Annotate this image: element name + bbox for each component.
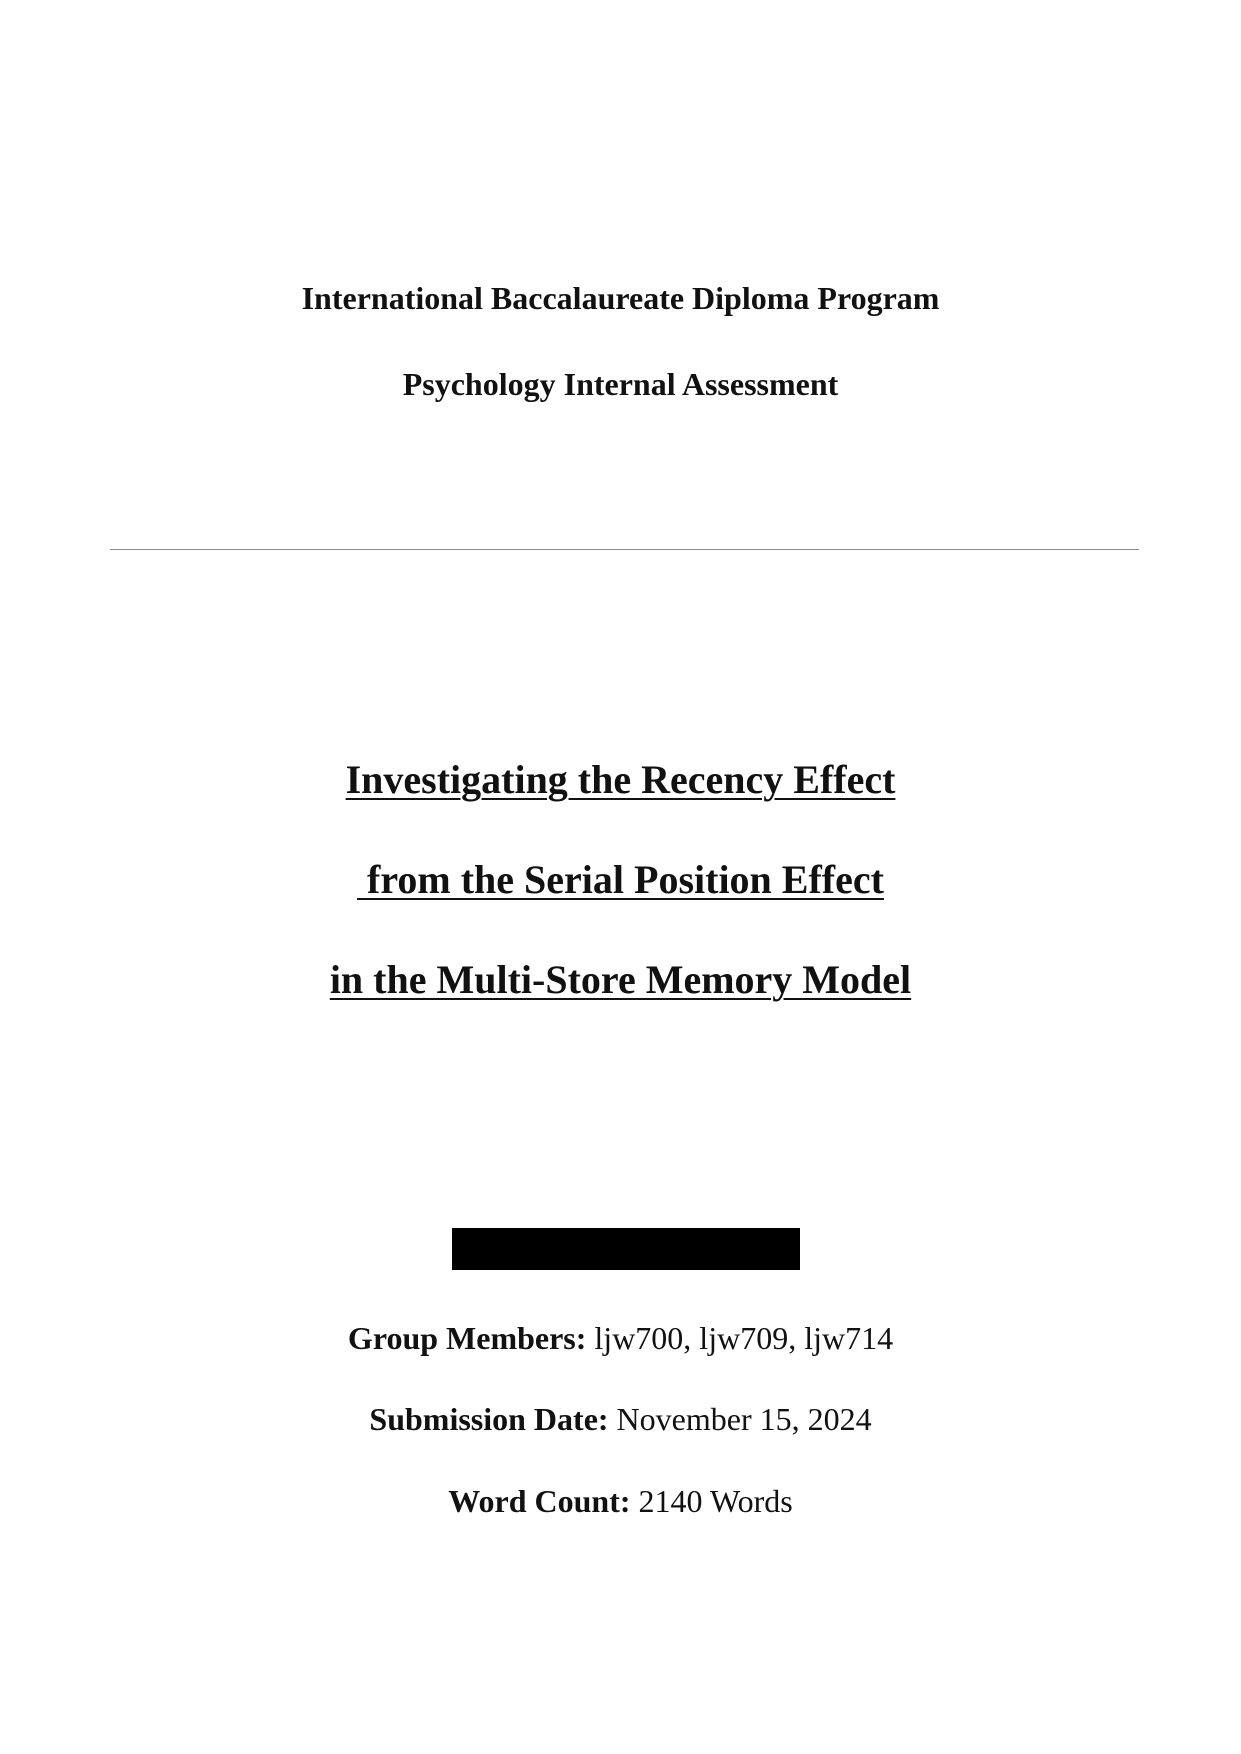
document-title-line-2 (0, 856, 1241, 904)
document-title-line-1 (0, 756, 1241, 804)
word-count-value: 2140 Words (630, 1483, 793, 1519)
word-count-label: Word Count: (448, 1483, 631, 1519)
title-line-2-text: from the Serial Position Effect (357, 857, 884, 902)
assessment-title: Psychology Internal Assessment (402, 366, 839, 402)
submission-date-value: November 15, 2024 (608, 1401, 872, 1437)
submission-date-line (0, 1399, 1241, 1439)
submission-date-label: Submission Date: (369, 1401, 609, 1437)
group-members-value: ljw700, ljw709, ljw714 (586, 1320, 894, 1356)
title-line-3-text: in the Multi-Store Memory Model (329, 957, 912, 1002)
title-line-1-text: Investigating the Recency Effect (345, 757, 896, 802)
document-title-line-3 (0, 956, 1241, 1004)
horizontal-divider (110, 549, 1139, 550)
group-members-line (0, 1318, 1241, 1358)
word-count-line (0, 1481, 1241, 1521)
program-title: International Baccalaureate Diploma Program (301, 280, 940, 316)
group-members-label: Group Members: (347, 1320, 587, 1356)
redacted-name-block (452, 1228, 800, 1270)
